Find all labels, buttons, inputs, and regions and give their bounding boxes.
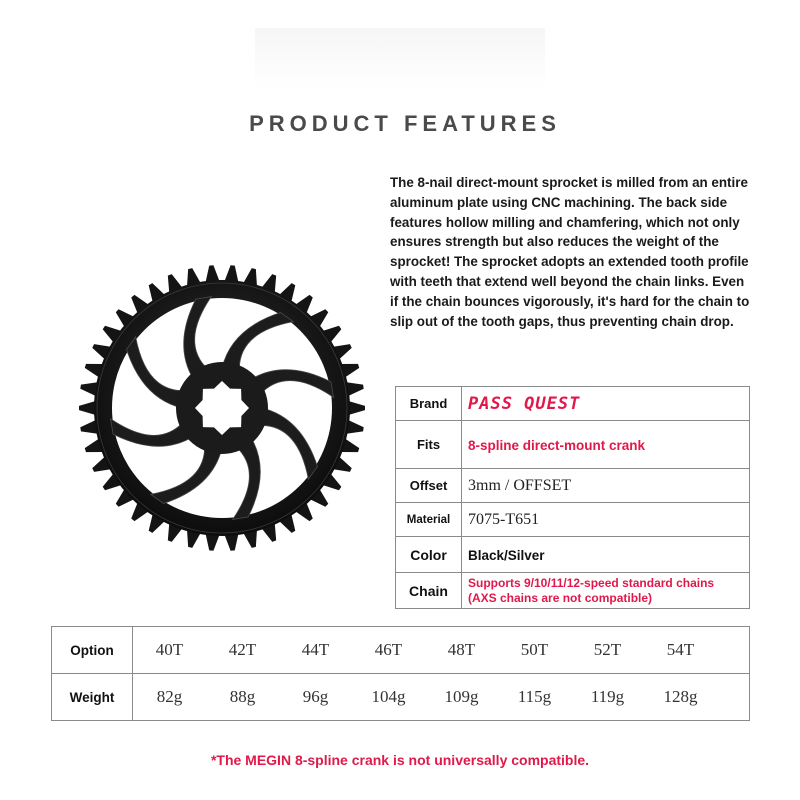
weight-row bbox=[52, 674, 750, 721]
weight-value: 115g bbox=[517, 687, 552, 706]
page-title: PRODUCT FEATURES bbox=[249, 111, 561, 136]
material-label: Material bbox=[396, 503, 462, 537]
color-label: Color bbox=[396, 537, 462, 573]
teeth-option: 48T bbox=[447, 640, 476, 659]
spec-table bbox=[395, 386, 750, 609]
chain-label: Chain bbox=[396, 573, 462, 609]
spec-row-brand bbox=[396, 387, 750, 421]
weight-value: 128g bbox=[663, 687, 698, 706]
option-row bbox=[52, 627, 750, 674]
product-description: The 8-nail direct-mount sprocket is milled from an entire aluminum plate using CNC machining. The back side features hollow milling and chamfering, which not only ensures strength but also reduces the weight of the sprocket! The sprocket adopts an extended tooth profile with teeth that extend well beyond the chain links. Even if the chain bounces vigorously, it's hard for the chain to slip out of the tooth gaps, thus preventing chain drop. bbox=[390, 175, 750, 329]
teeth-option: 40T bbox=[155, 640, 184, 659]
weight-value: 96g bbox=[302, 687, 329, 706]
spec-row-color bbox=[396, 537, 750, 573]
chain-compat-line2: (AXS chains are not compatible) bbox=[468, 590, 653, 605]
teeth-option: 52T bbox=[593, 640, 622, 659]
spec-row-fits bbox=[396, 421, 750, 469]
weight-values bbox=[133, 687, 749, 707]
color-value: Black/Silver bbox=[468, 547, 545, 563]
header-banner bbox=[255, 28, 545, 90]
options-table bbox=[51, 626, 750, 721]
brand-logo: PASS QUEST bbox=[468, 393, 581, 414]
weight-value: 119g bbox=[590, 687, 625, 706]
brand-label: Brand bbox=[396, 387, 462, 421]
offset-value: 3mm / OFFSET bbox=[462, 469, 750, 503]
option-label: Option bbox=[52, 627, 133, 674]
spec-row-offset bbox=[396, 469, 750, 503]
fits-label: Fits bbox=[396, 421, 462, 469]
offset-label: Offset bbox=[396, 469, 462, 503]
spec-row-chain bbox=[396, 573, 750, 609]
weight-value: 82g bbox=[156, 687, 183, 706]
weight-label: Weight bbox=[52, 674, 133, 721]
fits-value: 8-spline direct-mount crank bbox=[468, 437, 646, 453]
weight-value: 88g bbox=[229, 687, 256, 706]
teeth-option: 44T bbox=[301, 640, 330, 659]
teeth-option: 46T bbox=[374, 640, 403, 659]
spec-row-material bbox=[396, 503, 750, 537]
teeth-option: 42T bbox=[228, 640, 257, 659]
spline-hole bbox=[195, 381, 249, 435]
teeth-option: 50T bbox=[520, 640, 549, 659]
weight-value: 104g bbox=[371, 687, 406, 706]
weight-value: 109g bbox=[444, 687, 479, 706]
compatibility-note: *The MEGIN 8-spline crank is not universally compatible. bbox=[210, 752, 590, 768]
chain-compat-line1: Supports 9/10/11/12-speed standard chains bbox=[468, 575, 715, 590]
material-value: 7075-T651 bbox=[462, 503, 750, 537]
teeth-option: 54T bbox=[666, 640, 695, 659]
teeth-values bbox=[133, 640, 749, 660]
sprocket-image bbox=[72, 258, 372, 558]
